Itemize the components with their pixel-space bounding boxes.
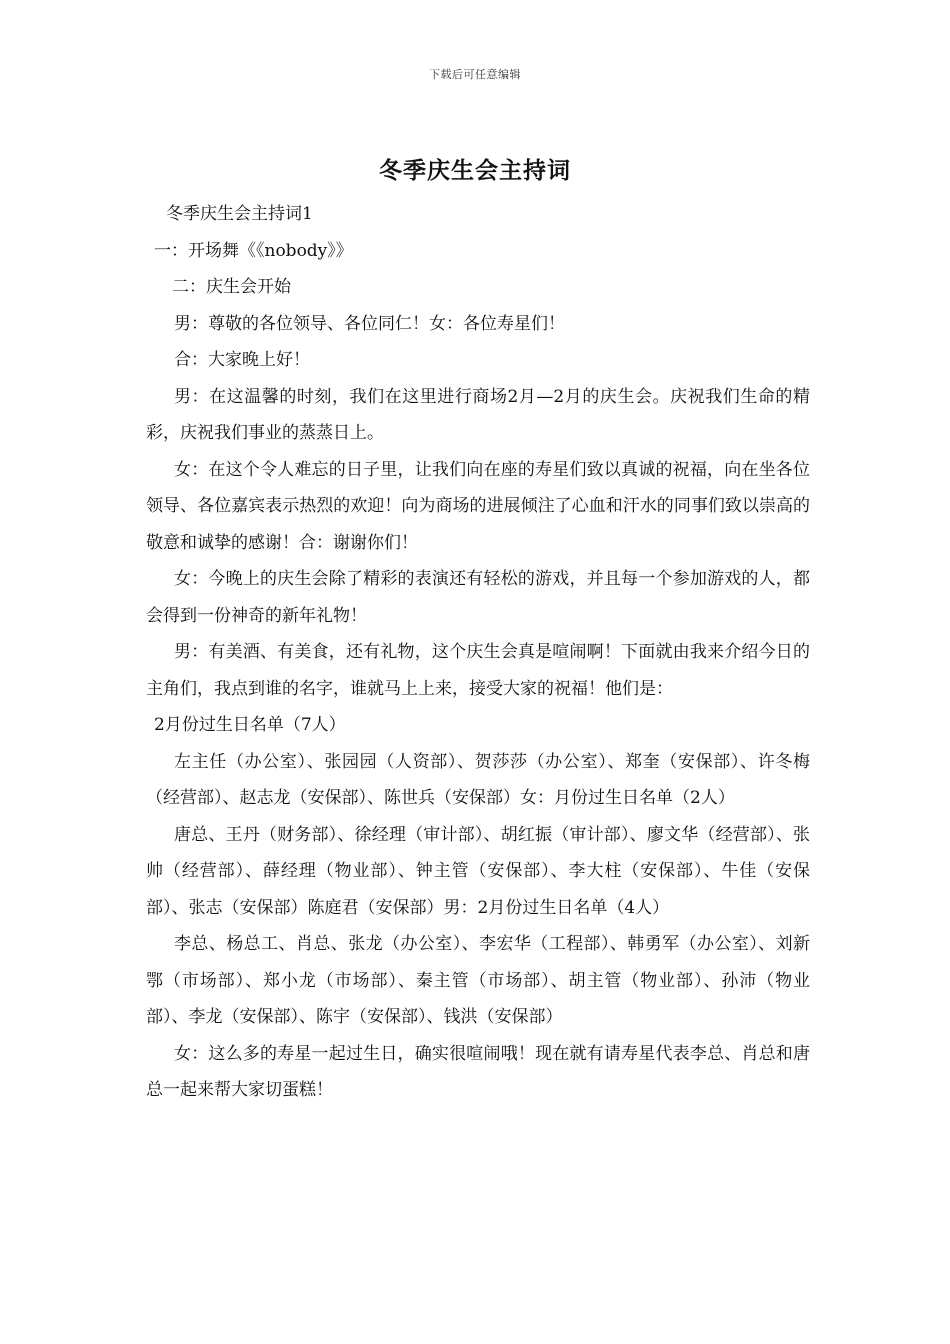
paragraph-start: 二：庆生会开始: [172, 277, 291, 297]
paragraph-male-2: 男：有美酒、有美食，还有礼物，这个庆生会真是喧闹啊！下面就由我来介绍今日的主角们，我点到谁的名字，谁就马上上来，接受大家的祝福！他们是：: [146, 642, 810, 699]
paragraph-list-heading: 2月份过生日名单（7人）: [154, 715, 346, 735]
paragraph-list-1: 左主任（办公室）、张园园（人资部）、贺莎莎（办公室）、郑奎（安保部）、许冬梅（经营部）、赵志龙（安保部）、陈世兵（安保部）女：月份过生日名单（2人）: [146, 751, 810, 808]
paragraph-together: 合：大家晚上好！: [174, 350, 310, 370]
paragraph-female-3: 女：这么多的寿星一起过生日，确实很喧闹哦！现在就有请寿星代表李总、肖总和唐总一起来帮大家切蛋糕！: [146, 1043, 810, 1100]
header-note: 下载后可任意编辑: [429, 68, 521, 81]
paragraph-list-2: 唐总、王丹（财务部）、徐经理（审计部）、胡红振（审计部）、廖文华（经营部）、张帅（经营部）、薛经理（物业部）、钟主管（安保部）、李大柱（安保部）、牛佳（安保部）、张志（安保部）陈庭君（安保部）男：2月份过生日名单（4人）: [146, 824, 810, 918]
paragraph-opening-dance: 一：开场舞《《nobody》》: [154, 240, 353, 261]
document-title: 冬季庆生会主持词: [379, 157, 571, 184]
paragraph-female-2: 女：今晚上的庆生会除了精彩的表演还有轻松的游戏，并且每一个参加游戏的人，都会得到一份神奇的新年礼物！: [146, 569, 810, 626]
paragraph-female-1: 女：在这个令人难忘的日子里，让我们向在座的寿星们致以真诚的祝福，向在坐各位领导、各位嘉宾表示热烈的欢迎！向为商场的进展倾注了心血和汗水的同事们致以崇高的敬意和诚挚的感谢！合：谢谢你们！: [146, 459, 810, 553]
paragraph-greeting: 男：尊敬的各位领导、各位同仁！女：各位寿星们！: [174, 313, 565, 334]
paragraph-subtitle: 冬季庆生会主持词1: [166, 204, 313, 224]
paragraph-list-3: 李总、杨总工、肖总、张龙（办公室）、李宏华（工程部）、韩勇军（办公室）、刘新鄂（市场部）、郑小龙（市场部）、秦主管（市场部）、胡主管（物业部）、孙沛（物业部）、李龙（安保部）、陈宇（安保部）、钱洪（安保部）: [146, 934, 810, 1027]
document-body: [146, 196, 810, 1109]
paragraph-male-1: 男：在这温馨的时刻，我们在这里进行商场2月—2月的庆生会。庆祝我们生命的精彩，庆祝我们事业的蒸蒸日上。: [146, 386, 810, 443]
